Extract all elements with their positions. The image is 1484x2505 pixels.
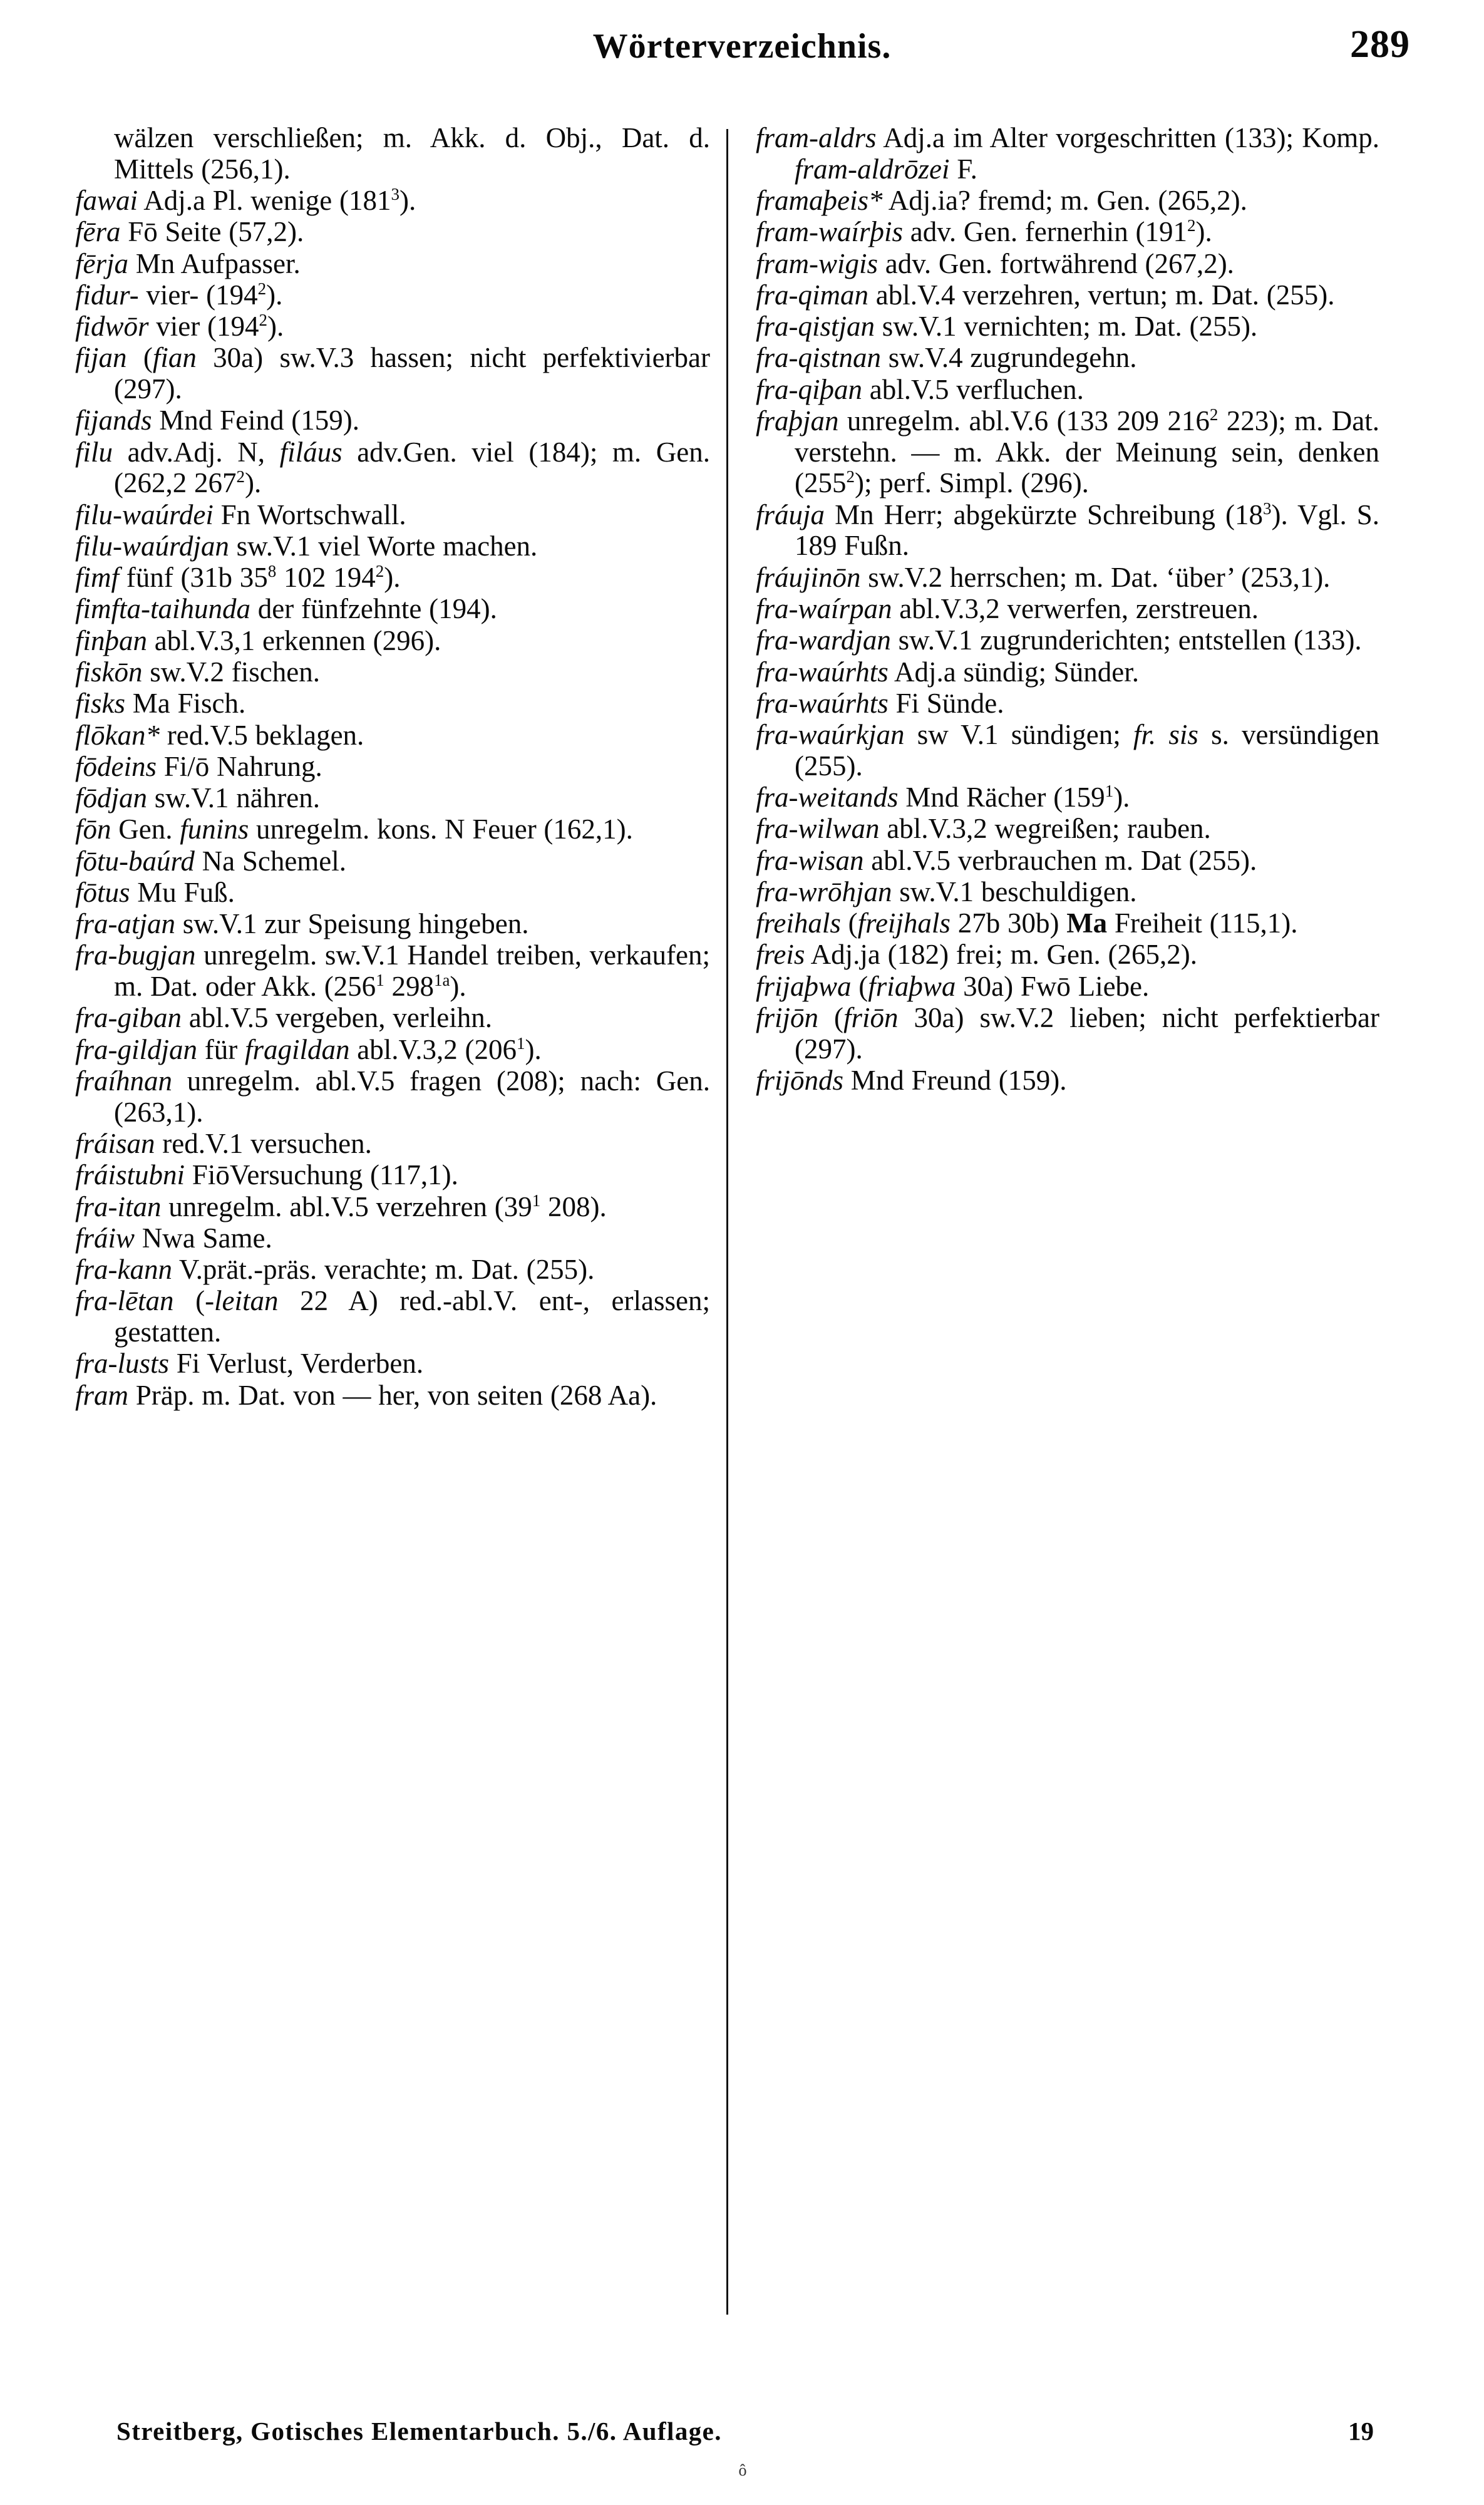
entry-definition: Ma Fisch.	[125, 688, 246, 720]
left-column	[75, 123, 726, 1412]
entry-definition: Fi Verlust, Verderben.	[169, 1348, 424, 1380]
entry-definition: Mn Aufpasser.	[128, 247, 301, 279]
entry-headword: fráujinōn	[756, 561, 861, 593]
entry-headword: freis	[756, 939, 805, 971]
entry-headword: fráiw	[75, 1222, 135, 1254]
entry-definition: FiōVersuchung (117,1).	[185, 1159, 458, 1191]
dictionary-entry	[75, 1348, 710, 1380]
entry-headword: fráistubni	[75, 1159, 185, 1191]
page-footer	[75, 2416, 1410, 2479]
entry-headword: fra-waúrkjan	[756, 719, 905, 751]
entry-definition: Adj.ia? fremd; m. Gen. (265,2).	[882, 185, 1247, 217]
entry-definition: abl.V.3,2 wegreißen; rauben.	[879, 813, 1211, 845]
dictionary-entry	[75, 626, 710, 657]
dictionary-entry	[75, 1254, 710, 1286]
dictionary-entry	[756, 280, 1379, 311]
entry-definition: Adj.a im Alter vorgeschritten (133); Komp. fram-aldrōzei F.	[795, 122, 1379, 185]
entry-definition: Mnd Rächer $(159^1)$.	[898, 782, 1130, 813]
entry-definition: Na Schemel.	[194, 845, 347, 877]
entry-definition: (freijhals 27b 30b) Ma Freiheit (115,1).	[840, 907, 1298, 939]
dictionary-entry	[75, 1066, 710, 1129]
dictionary-entry	[75, 123, 710, 185]
entry-headword: fra-wilwan	[756, 813, 880, 845]
entry-definition: Mnd Freund (159).	[843, 1064, 1067, 1096]
dictionary-entry	[756, 877, 1379, 908]
entry-definition: sw.V.2 herrschen; m. Dat. ‘über’ (253,1).	[860, 561, 1331, 593]
dictionary-entry	[756, 688, 1379, 720]
entry-headword: filu-waúrdei	[75, 498, 214, 530]
entry-definition: Mnd Feind (159).	[152, 405, 360, 436]
dictionary-entry	[756, 406, 1379, 499]
entry-headword: fra-itan	[75, 1191, 162, 1222]
entry-definition: Fi Sünde.	[888, 687, 1004, 719]
entry-definition: sw.V.1 vernichten; m. Dat. (255).	[875, 311, 1258, 343]
entry-definition: sw.V.1 zur Speisung hingeben.	[175, 908, 529, 940]
entry-headword: fōdjan	[75, 782, 148, 814]
entry-definition: sw.V.1 nähren.	[147, 782, 320, 814]
dictionary-entry	[75, 877, 710, 909]
entry-headword: fra-gildjan	[75, 1033, 198, 1065]
entry-headword: fimfta-taihunda	[75, 593, 250, 625]
entry-headword: fra-qistnan	[756, 342, 882, 374]
dictionary-entry	[75, 249, 710, 280]
entry-definition: Nwa Same.	[135, 1222, 272, 1254]
dictionary-entry	[756, 185, 1379, 217]
dictionary-entry	[75, 1003, 710, 1034]
dictionary-entry	[75, 185, 710, 217]
column-container	[75, 123, 1415, 2386]
dictionary-entry	[75, 594, 710, 625]
entry-headword: fra-weitands	[756, 782, 899, 813]
entry-definition: (fian 30a) sw.V.3 hassen; nicht perfektivierbar (297).	[114, 342, 710, 405]
dictionary-entry	[75, 311, 710, 343]
entry-definition: red.V.1 versuchen.	[155, 1128, 372, 1159]
dictionary-entry	[75, 846, 710, 877]
entry-headword: filu	[75, 436, 113, 468]
entry-definition: der fünfzehnte (194).	[250, 593, 497, 625]
entry-definition: unregelm. abl.V.5 fragen (208); nach: Gen. (263,1).	[114, 1065, 710, 1128]
entry-definition: abl.V.5 vergeben, verleihn.	[182, 1002, 492, 1034]
entry-headword: frijaþwa	[756, 970, 852, 1002]
entry-headword: fōtus	[75, 876, 130, 908]
entry-headword: fraþjan	[756, 405, 839, 436]
dictionary-entry	[75, 1129, 710, 1160]
footer-sheet-number: 19	[1348, 2417, 1374, 2446]
entry-definition: abl.V.3,1 erkennen (296).	[147, 624, 441, 656]
entry-definition: fünf (31b $35^8$ 102 $194^2$).	[119, 562, 401, 594]
entry-definition: Präp. m. Dat. von — her, von seiten (268 Aa).	[128, 1379, 657, 1411]
entry-definition: abl.V.4 verzehren, vertun; m. Dat. (255).	[868, 279, 1335, 311]
entry-headword: framaþeis*	[756, 185, 883, 217]
dictionary-entry	[75, 217, 710, 248]
dictionary-entry	[75, 1286, 710, 1348]
dictionary-entry	[756, 311, 1379, 343]
entry-definition: sw.V.1 beschuldigen.	[892, 875, 1137, 907]
dictionary-entry	[756, 939, 1379, 971]
entry-headword: fra-qistjan	[756, 311, 875, 343]
dictionary-entry	[75, 1160, 710, 1191]
entry-definition: abl.V.5 verbrauchen m. Dat (255).	[863, 844, 1257, 876]
dictionary-entry	[756, 123, 1379, 185]
entry-headword: fidwōr	[75, 311, 149, 343]
entry-headword: fram-wigis	[756, 247, 879, 279]
entry-definition: sw V.1 sündigen; fr. sis s. versündigen (255).	[795, 719, 1379, 782]
entry-definition: wälzen verschließen; m. Akk. d. Obj., Dat. d. Mittels (256,1).	[114, 122, 710, 185]
entry-definition: unregelm. sw.V.1 Handel treiben, verkaufen; m. Dat. oder Akk. ($256^1$ $298^{1a}$).	[114, 939, 710, 1003]
dictionary-entry	[75, 688, 710, 720]
dictionary-entry	[756, 813, 1379, 845]
dictionary-entry	[756, 1003, 1379, 1065]
entry-headword: freihals	[756, 907, 841, 939]
entry-headword: fra-kann	[75, 1254, 172, 1286]
dictionary-entry	[75, 1380, 710, 1412]
entry-definition: Mu Fuß.	[130, 876, 235, 908]
footer-signature: Streitberg, Gotisches Elementarbuch. 5./6. Auflage.	[116, 2417, 722, 2446]
entry-definition: sw.V.1 zugrunderichten; entstellen (133).	[890, 624, 1362, 656]
entry-headword: fra-wardjan	[756, 624, 891, 656]
entry-definition: adv.Adj. N, filáus adv.Gen. viel (184); m. Gen. (262,2 $267^2$).	[113, 436, 710, 499]
entry-headword: fra-wrōhjan	[756, 875, 892, 907]
entry-headword: fra-waúrhts	[756, 656, 889, 688]
dictionary-entry	[756, 562, 1379, 594]
entry-definition: Fn Wortschwall.	[213, 498, 406, 530]
entry-headword: fawai	[75, 185, 138, 217]
entry-headword: fra-waírpan	[756, 592, 892, 624]
entry-headword: fraíhnan	[75, 1065, 173, 1097]
dictionary-entry	[75, 531, 710, 562]
entry-headword: frijōnds	[756, 1064, 844, 1096]
dictionary-entry	[756, 845, 1379, 877]
entry-headword: fērja	[75, 247, 128, 279]
entry-headword: flōkan*	[75, 719, 160, 751]
dictionary-entry	[75, 909, 710, 940]
entry-definition: (-leitan 22 A) red.-abl.V. ent-, erlassen; gestatten.	[114, 1285, 710, 1348]
entry-headword: fra-wisan	[756, 844, 864, 876]
entry-headword: fra-atjan	[75, 908, 176, 940]
entry-headword: fōdeins	[75, 750, 157, 782]
dictionary-entry	[75, 1192, 710, 1223]
entry-definition: V.prät.-präs. verachte; m. Dat. (255).	[172, 1254, 595, 1286]
dictionary-entry	[756, 720, 1379, 782]
entry-definition: sw.V.2 fischen.	[142, 656, 320, 688]
entry-definition: (friōn 30a) sw.V.2 lieben; nicht perfektierbar (297).	[795, 1001, 1379, 1065]
entry-headword: frijōn	[756, 1001, 819, 1033]
dictionary-entry	[756, 374, 1379, 406]
entry-definition: unregelm. abl.V.5 verzehren ($39^1$ 208).	[161, 1191, 607, 1222]
dictionary-entry	[756, 657, 1379, 688]
dictionary-entry	[75, 437, 710, 500]
entry-headword: fra-lētan	[75, 1285, 174, 1317]
dictionary-entry	[75, 562, 710, 594]
dictionary-entry	[75, 940, 710, 1003]
right-column	[728, 123, 1379, 1097]
entry-headword: fijan	[75, 342, 127, 374]
entry-definition: Fō Seite (57,2).	[120, 216, 304, 248]
dictionary-entry	[75, 280, 710, 311]
dictionary-entry	[75, 783, 710, 814]
dictionary-entry	[756, 1065, 1379, 1097]
dictionary-entry	[75, 500, 710, 531]
entry-headword: fōn	[75, 813, 111, 845]
dictionary-entry	[75, 405, 710, 436]
entry-definition: red.V.5 beklagen.	[159, 719, 364, 751]
entry-definition: sw.V.4 zugrundegehn.	[881, 342, 1137, 374]
entry-headword: fōtu-baúrd	[75, 845, 195, 877]
entry-headword: fijands	[75, 405, 152, 436]
entry-headword: fram-aldrs	[756, 122, 877, 153]
entry-headword: fra-waúrhts	[756, 687, 889, 719]
dictionary-entry	[756, 343, 1379, 374]
entry-definition: adv. Gen. fortwährend (267,2).	[878, 247, 1234, 279]
entry-headword: fiskōn	[75, 656, 143, 688]
entry-headword: filu-waúrdjan	[75, 530, 229, 562]
dictionary-entry	[756, 971, 1379, 1003]
entry-definition: für fragildan abl.V.3,2 $(206^1)$.	[197, 1033, 542, 1065]
dictionary-entry	[756, 249, 1379, 280]
entry-definition: Adj.ja (182) frei; m. Gen. (265,2).	[805, 939, 1197, 971]
entry-headword: fra-giban	[75, 1002, 182, 1034]
dictionary-entry	[75, 1035, 710, 1066]
entry-headword: finþan	[75, 624, 148, 656]
entry-definition: (friaþwa 30a) Fwō Liebe.	[851, 970, 1150, 1002]
entry-headword: fra-qiþan	[756, 373, 863, 405]
running-head	[0, 23, 1484, 83]
entry-headword: fra-bugjan	[75, 939, 196, 971]
entry-definition: abl.V.5 verfluchen.	[862, 373, 1084, 405]
dictionary-entry	[756, 217, 1379, 248]
entry-definition: Fi/ō Nahrung.	[157, 750, 322, 782]
entry-definition: vier $(194^2)$.	[148, 311, 284, 343]
dictionary-entry	[756, 625, 1379, 656]
entry-definition: abl.V.3,2 verwerfen, zerstreuen.	[892, 592, 1259, 624]
dictionary-entry	[756, 594, 1379, 625]
dictionary-entry	[75, 752, 710, 783]
entry-definition: Adj.a Pl. wenige $(181^3)$.	[138, 185, 416, 217]
entry-headword: fra-lusts	[75, 1348, 170, 1380]
dictionary-entry	[75, 720, 710, 752]
entry-headword: fráisan	[75, 1128, 155, 1159]
entry-headword: fráuja	[756, 498, 825, 530]
entry-definition: Adj.a sündig; Sünder.	[888, 656, 1139, 688]
page-title: Wörterverzeichnis.	[592, 27, 892, 66]
entry-definition: adv. Gen. fernerhin $(191^2)$.	[903, 216, 1212, 248]
entry-headword: fimf	[75, 562, 120, 594]
dictionary-entry	[75, 814, 710, 845]
dictionary-entry	[756, 908, 1379, 939]
entry-headword: fidur-	[75, 279, 139, 311]
entry-headword: fra-qiman	[756, 279, 868, 311]
dictionary-entry	[75, 1223, 710, 1254]
entry-definition: vier- $(194^2)$.	[138, 279, 283, 311]
dictionary-entry	[75, 343, 710, 405]
entry-definition: unregelm. abl.V.6 (133 209 $216^2$ 223); m. Dat. verstehn. — m. Akk. der Meinung sein, denken $(255^2)$; perf. Simpl. (296).	[795, 405, 1379, 499]
dictionary-entry	[75, 657, 710, 688]
entry-definition: Gen. funins unregelm. kons. N Feuer (162,1).	[111, 813, 633, 845]
entry-headword: fisks	[75, 688, 126, 720]
entry-headword: fram	[75, 1379, 129, 1411]
entry-headword: fēra	[75, 216, 121, 248]
page-number: 289	[1350, 23, 1410, 66]
entry-definition: sw.V.1 viel Worte machen.	[229, 530, 538, 562]
entry-definition: Mn Herr; abgekürzte Schreibung $(18^3)$. Vgl. S. 189 Fußn.	[795, 498, 1379, 562]
footer-signature-mark: ô	[738, 2461, 747, 2479]
dictionary-entry	[756, 500, 1379, 562]
entry-headword: fram-waírþis	[756, 216, 904, 248]
dictionary-entry	[756, 782, 1379, 813]
